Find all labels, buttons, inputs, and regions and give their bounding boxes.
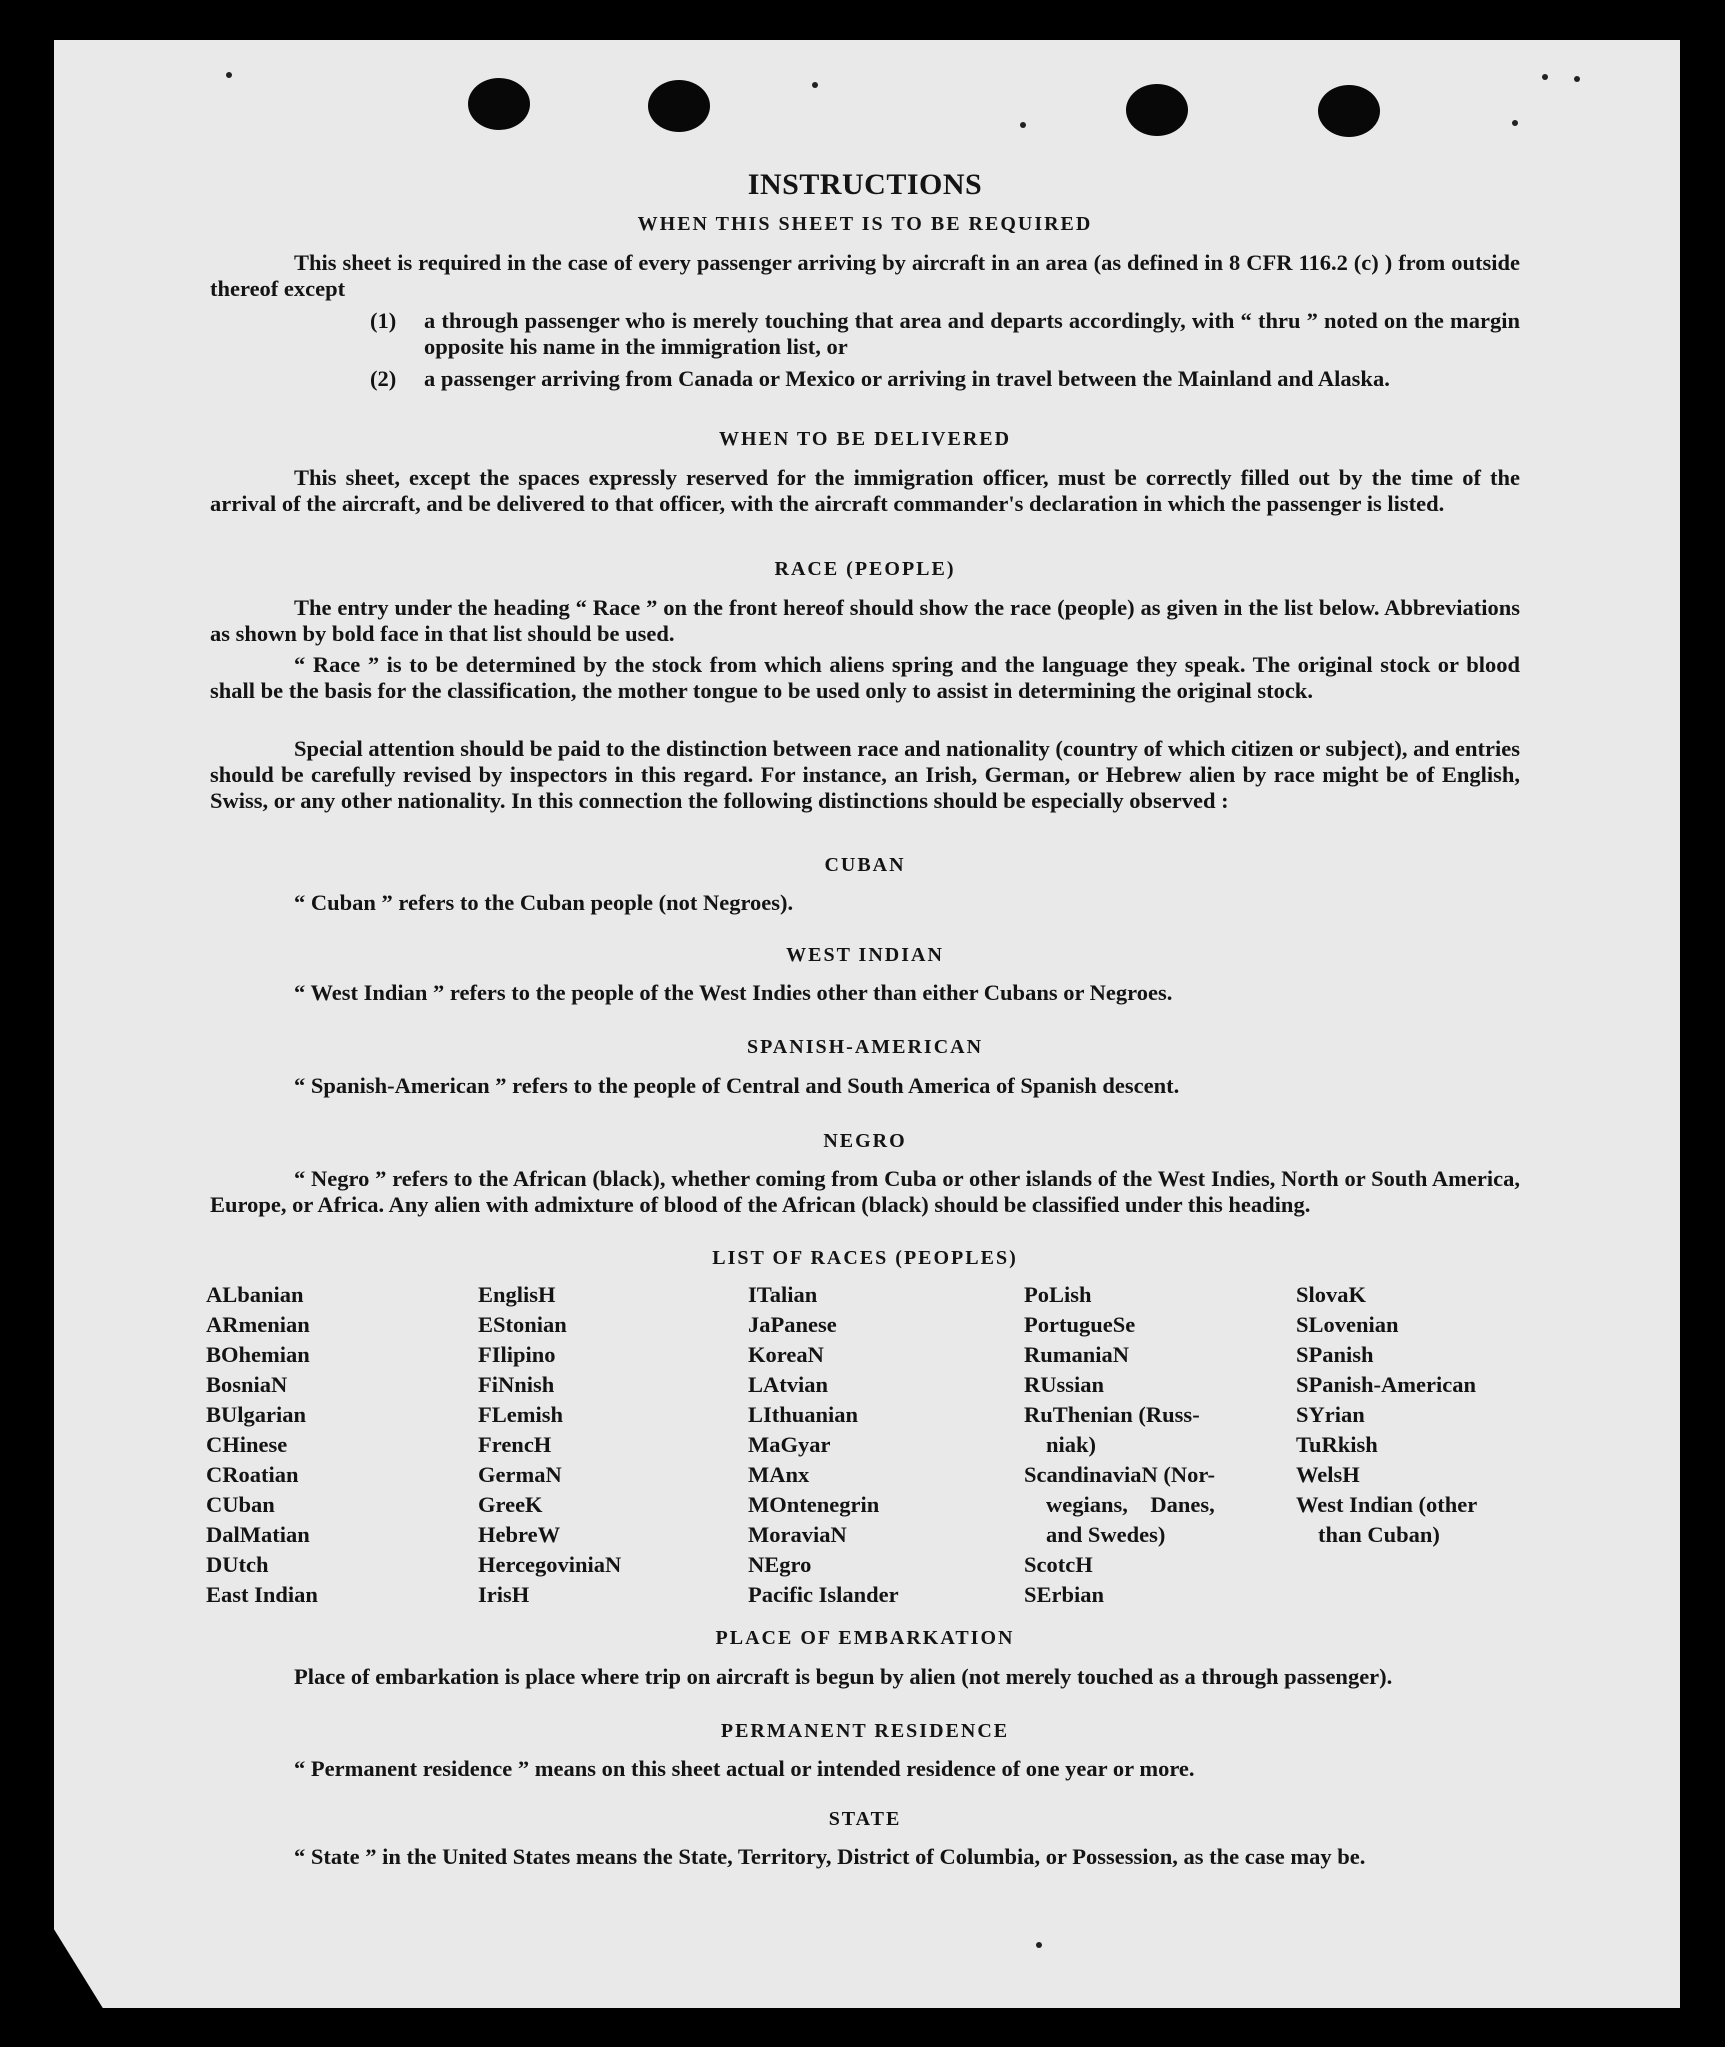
race-entry: FrencH (478, 1432, 552, 1457)
races-column-2 (478, 1280, 738, 1610)
embarkation-text: Place of embarkation is place where trip on aircraft is begun by alien (not merely touched as a through passenger). (294, 1664, 1393, 1689)
race-entry: and Swedes) (1046, 1522, 1166, 1547)
delivered-text: This sheet, except the spaces expressly reserved for the immigration officer, must be correctly filled out by the time of the arrival of the aircraft, and be delivered to that officer, with the aircraft commander's declaration in which the passenger is listed. (210, 465, 1520, 516)
race-entry: PortugueSe (1024, 1312, 1136, 1337)
race-entry: than Cuban) (1318, 1522, 1440, 1547)
speck (1512, 120, 1518, 126)
race-entry: RuThenian (Russ- (1024, 1402, 1200, 1427)
race-entry: CHinese (206, 1432, 288, 1457)
race-entry: LIthuanian (748, 1402, 859, 1427)
race-entry: SPanish (1296, 1342, 1374, 1367)
race-entry: IrisH (478, 1582, 530, 1607)
item-text: a through passenger who is merely touching that area and departs accordingly, with “ thru ” noted on the margin opposite his name in the immigration list, or (424, 308, 1520, 359)
heading-residence: PERMANENT RESIDENCE (720, 1720, 1010, 1742)
race-entry: WelsH (1296, 1462, 1360, 1487)
cuban-text: “ Cuban ” refers to the Cuban people (not Negroes). (294, 890, 794, 915)
race-entry: wegians, Danes, (1046, 1492, 1215, 1517)
race-entry: GreeK (478, 1492, 543, 1517)
race-entry: FiNnish (478, 1372, 555, 1397)
race-entry: ALbanian (206, 1282, 304, 1307)
race-entry: DUtch (206, 1552, 269, 1577)
race-entry: GermaN (478, 1462, 562, 1487)
races-column-4 (1024, 1280, 1284, 1610)
heading-required: WHEN THIS SHEET IS TO BE REQUIRED (637, 213, 1093, 235)
speck (1574, 76, 1580, 82)
heading-cuban: CUBAN (824, 854, 906, 876)
race-entry: MAnx (748, 1462, 810, 1487)
race-paragraph-2: “ Race ” is to be determined by the stock from which aliens spring and the language they speak. The original stock or blood shall be the basis for the classification, the mother tongue to be used only to assist in determining the original stock. (210, 652, 1520, 703)
race-entry: RumaniaN (1024, 1342, 1130, 1367)
speck (812, 82, 818, 88)
race-entry: ScotcH (1024, 1552, 1093, 1577)
negro-text: “ Negro ” refers to the African (black), whether coming from Cuba or other islands of the West Indies, North or South America, Europe, or Africa. Any alien with admixture of blood of the African (black) should be classified under this heading. (210, 1166, 1520, 1217)
race-entry: CUban (206, 1492, 275, 1517)
west-indian-text: “ West Indian ” refers to the people of the West Indies other than either Cubans or Negroes. (294, 980, 1173, 1005)
item-number: (1) (370, 308, 397, 333)
race-entry: FIlipino (478, 1342, 556, 1367)
race-entry: HercegoviniaN (478, 1552, 622, 1577)
heading-list-of-races: LIST OF RACES (PEOPLES) (712, 1247, 1018, 1269)
speck (1020, 122, 1026, 128)
speck (1542, 74, 1548, 80)
races-column-5 (1296, 1280, 1556, 1550)
race-entry: NEgro (748, 1552, 812, 1577)
race-entry: SLovenian (1296, 1312, 1399, 1337)
page-title: INSTRUCTIONS (747, 168, 983, 201)
race-entry: CRoatian (206, 1462, 299, 1487)
race-entry: BosniaN (206, 1372, 288, 1397)
residence-text: “ Permanent residence ” means on this sheet actual or intended residence of one year or more. (294, 1756, 1195, 1781)
race-entry: niak) (1046, 1432, 1097, 1457)
speck (1036, 1942, 1042, 1948)
binder-hole (648, 80, 710, 132)
race-entry: LAtvian (748, 1372, 829, 1397)
race-entry: SErbian (1024, 1582, 1105, 1607)
races-column-1 (206, 1280, 466, 1610)
heading-west-indian: WEST INDIAN (786, 944, 944, 966)
race-entry: SPanish-American (1296, 1372, 1476, 1397)
race-entry: BUlgarian (206, 1402, 307, 1427)
heading-delivered: WHEN TO BE DELIVERED (718, 428, 1012, 450)
race-entry: SlovaK (1296, 1282, 1367, 1307)
race-entry: RUssian (1024, 1372, 1105, 1397)
heading-negro: NEGRO (823, 1130, 907, 1152)
binder-hole (1318, 85, 1380, 137)
required-item-1 (370, 308, 1520, 360)
race-entry: DalMatian (206, 1522, 310, 1547)
spanish-american-text: “ Spanish-American ” refers to the people of Central and South America of Spanish descent. (294, 1073, 1180, 1098)
races-column-3 (748, 1280, 1008, 1610)
required-item-2 (370, 366, 1520, 392)
race-entry: West Indian (other (1296, 1492, 1478, 1517)
race-paragraph-3: Special attention should be paid to the distinction between race and nationality (country of which citizen or subject), and entries should be carefully revised by inspectors in this regard. For instance, an Irish, German, or Hebrew alien by race might be of English, Swiss, or any other nationality. In this connection the following distinctions should be especially observed : (210, 736, 1520, 813)
item-text: a passenger arriving from Canada or Mexico or arriving in travel between the Mainland and Alaska. (424, 366, 1390, 391)
race-entry: EnglisH (478, 1282, 556, 1307)
heading-race: RACE (PEOPLE) (774, 558, 956, 580)
race-entry: ScandinaviaN (Nor- (1024, 1462, 1216, 1487)
race-entry: MoraviaN (748, 1522, 847, 1547)
race-entry: TuRkish (1296, 1432, 1378, 1457)
required-intro: This sheet is required in the case of every passenger arriving by aircraft in an area (as defined in 8 CFR 116.2 (c) ) from outside thereof except (210, 250, 1520, 301)
race-entry: ITalian (748, 1282, 818, 1307)
state-text: “ State ” in the United States means the State, Territory, District of Columbia, or Possession, as the case may be. (294, 1844, 1366, 1869)
heading-embarkation: PLACE OF EMBARKATION (715, 1627, 1015, 1649)
race-entry: JaPanese (748, 1312, 837, 1337)
binder-hole (468, 78, 530, 130)
race-entry: PoLish (1024, 1282, 1092, 1307)
speck (226, 72, 232, 78)
race-entry: Pacific Islander (748, 1582, 899, 1607)
item-number: (2) (370, 366, 397, 391)
race-entry: FLemish (478, 1402, 564, 1427)
race-entry: EStonian (478, 1312, 567, 1337)
race-entry: East Indian (206, 1582, 318, 1607)
heading-state: STATE (828, 1808, 902, 1830)
race-paragraph-1: The entry under the heading “ Race ” on the front hereof should show the race (people) as given in the list below. Abbreviations as shown by bold face in that list should be used. (210, 595, 1520, 646)
race-entry: ARmenian (206, 1312, 310, 1337)
race-entry: BOhemian (206, 1342, 310, 1367)
race-entry: MOntenegrin (748, 1492, 880, 1517)
binder-hole (1126, 84, 1188, 136)
race-entry: MaGyar (748, 1432, 831, 1457)
race-entry: KoreaN (748, 1342, 824, 1367)
race-entry: SYrian (1296, 1402, 1365, 1427)
heading-spanish-american: SPANISH-AMERICAN (746, 1036, 984, 1058)
race-entry: HebreW (478, 1522, 561, 1547)
